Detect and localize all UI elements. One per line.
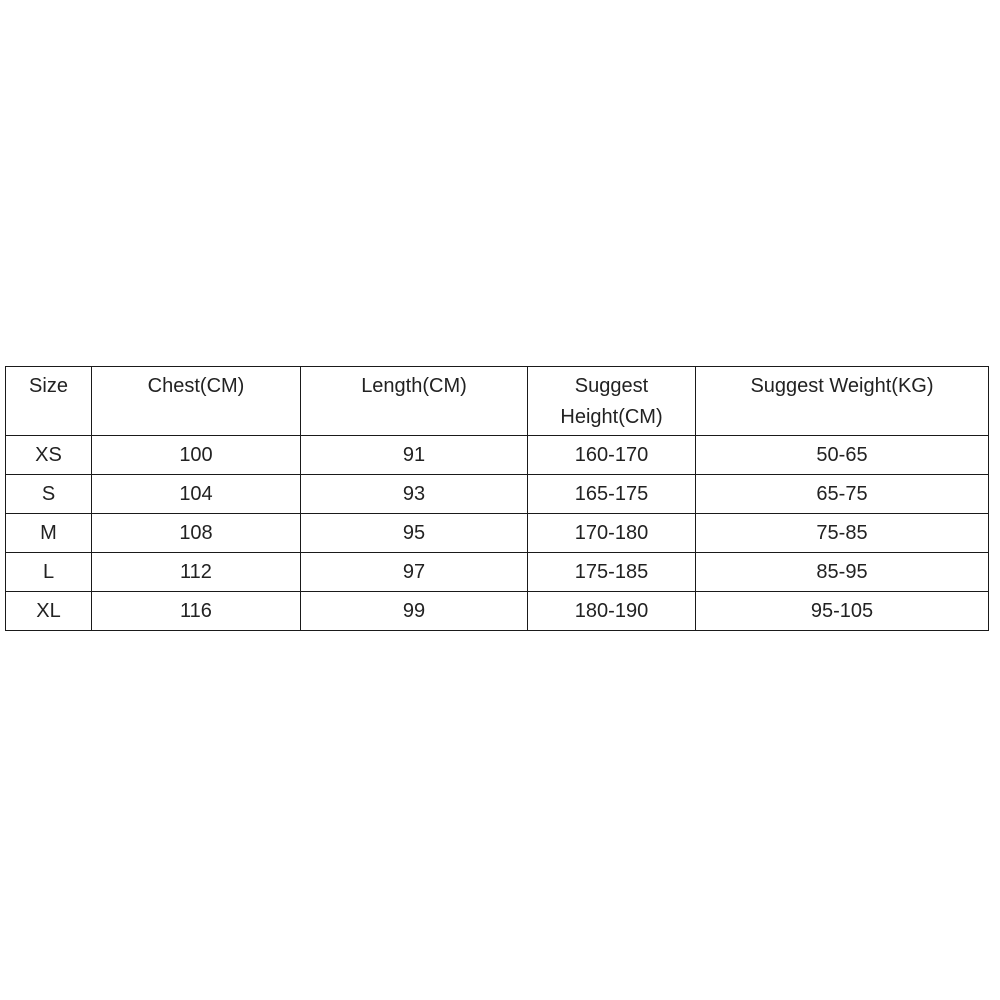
cell-height: 165-175 xyxy=(528,475,696,514)
header-suggest-height-line2: Height(CM) xyxy=(560,406,663,428)
cell-height: 180-190 xyxy=(528,592,696,631)
cell-weight: 85-95 xyxy=(696,553,989,592)
header-chest: Chest(CM) xyxy=(92,367,301,436)
cell-length: 93 xyxy=(301,475,528,514)
cell-chest: 104 xyxy=(92,475,301,514)
cell-length: 95 xyxy=(301,514,528,553)
cell-length: 99 xyxy=(301,592,528,631)
cell-weight: 50-65 xyxy=(696,436,989,475)
cell-chest: 100 xyxy=(92,436,301,475)
header-suggest-weight: Suggest Weight(KG) xyxy=(696,367,989,436)
header-suggest-height xyxy=(528,367,696,436)
cell-weight: 95-105 xyxy=(696,592,989,631)
cell-weight: 75-85 xyxy=(696,514,989,553)
cell-length: 97 xyxy=(301,553,528,592)
header-length: Length(CM) xyxy=(301,367,528,436)
cell-length: 91 xyxy=(301,436,528,475)
cell-height: 175-185 xyxy=(528,553,696,592)
header-size: Size xyxy=(6,367,92,436)
cell-size: XS xyxy=(6,436,92,475)
cell-weight: 65-75 xyxy=(696,475,989,514)
cell-chest: 108 xyxy=(92,514,301,553)
table-row xyxy=(6,592,989,631)
cell-size: L xyxy=(6,553,92,592)
table-row xyxy=(6,514,989,553)
size-chart-table xyxy=(5,366,989,631)
table-row xyxy=(6,436,989,475)
cell-size: M xyxy=(6,514,92,553)
cell-size: XL xyxy=(6,592,92,631)
cell-chest: 116 xyxy=(92,592,301,631)
table-header-row xyxy=(6,367,989,436)
cell-height: 170-180 xyxy=(528,514,696,553)
cell-chest: 112 xyxy=(92,553,301,592)
table-row xyxy=(6,475,989,514)
header-suggest-height-line1: Suggest xyxy=(574,375,649,397)
cell-height: 160-170 xyxy=(528,436,696,475)
table-row xyxy=(6,553,989,592)
cell-size: S xyxy=(6,475,92,514)
